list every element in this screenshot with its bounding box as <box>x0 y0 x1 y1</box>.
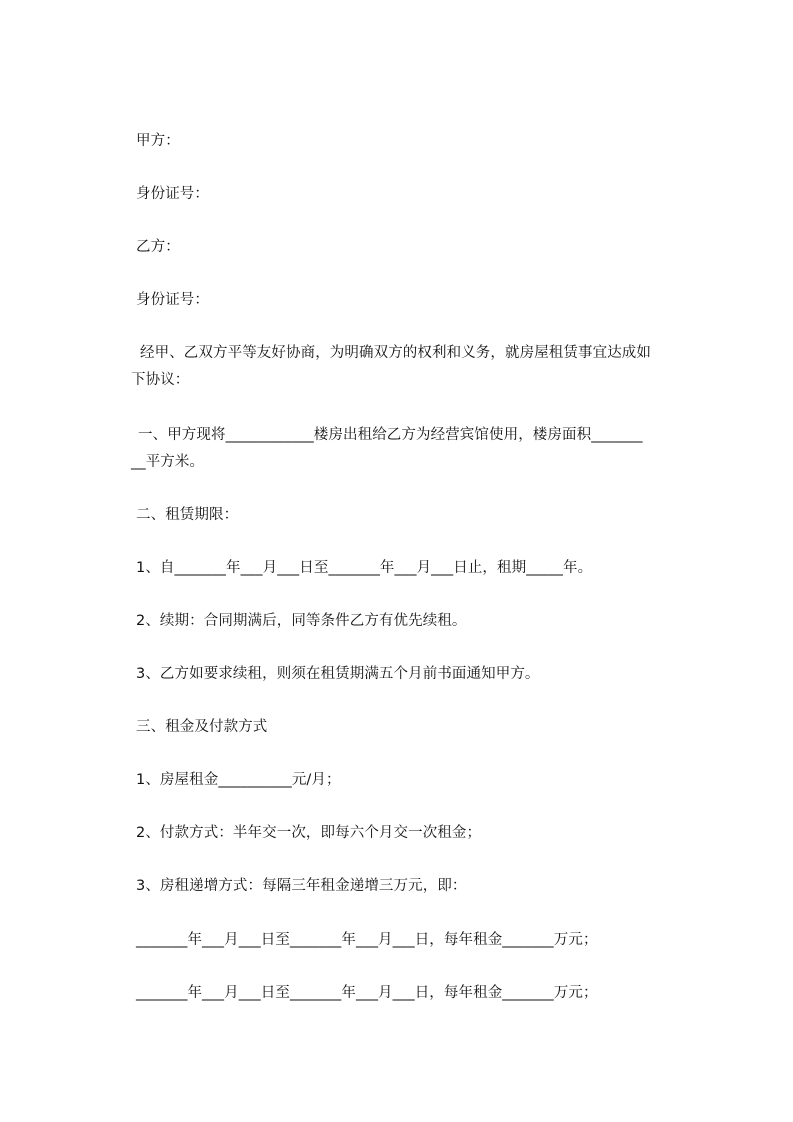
intro-paragraph-line-2: 下协议： <box>131 372 190 388</box>
section-3-item-1: 1、房屋租金__________元/月； <box>136 772 341 788</box>
party-a-label: 甲方： <box>136 133 180 149</box>
party-a-id-label: 身份证号： <box>136 186 209 202</box>
section-2-item-1: 1、自_______年___月___日至_______年___月___日止，租期_____年。 <box>136 560 593 576</box>
section-2-item-2: 2、续期：合同期满后，同等条件乙方有优先续租。 <box>136 613 467 629</box>
party-b-id-label: 身份证号： <box>136 292 209 308</box>
intro-paragraph-line-1: 经甲、乙双方平等友好协商，为明确双方的权利和义务，就房屋租赁事宜达成如 <box>140 345 651 361</box>
section-3-title: 三、租金及付款方式 <box>136 719 268 735</box>
section-2-item-3: 3、乙方如要求续租，则须在租赁期满五个月前书面通知甲方。 <box>136 666 540 682</box>
section-2-title: 二、租赁期限： <box>136 507 239 523</box>
clause-1-line-2: __平方米。 <box>131 454 205 470</box>
section-3-item-2: 2、付款方式：半年交一次，即每六个月交一次租金； <box>136 825 482 841</box>
rent-schedule-row-2: _______年___月___日至_______年___月___日，每年租金_______万元； <box>136 985 598 1001</box>
party-b-label: 乙方： <box>136 239 180 255</box>
clause-1-line-1: 一、甲方现将____________楼房出租给乙方为经营宾馆使用，楼房面积_______ <box>138 427 643 443</box>
section-3-item-3: 3、房租递增方式：每隔三年租金递增三万元，即： <box>136 878 467 894</box>
rent-schedule-row-1: _______年___月___日至_______年___月___日，每年租金_______万元； <box>136 932 598 948</box>
